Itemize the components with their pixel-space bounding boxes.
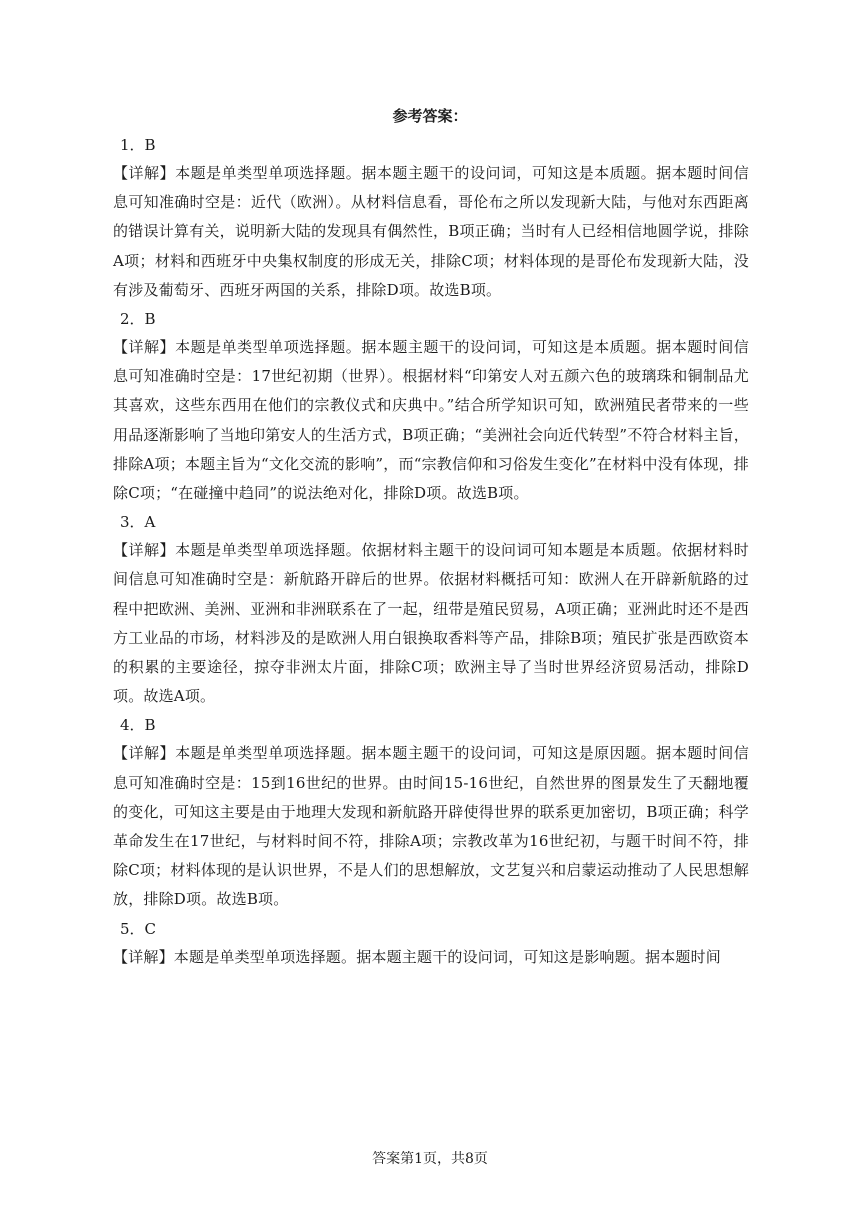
page-title: 参考答案： — [392, 107, 468, 125]
answer-list — [113, 131, 749, 972]
answer-number: 5．C — [120, 919, 157, 938]
answer-detail: 【详解】本题是单类型单项选择题。依据材料主题干的设问词可知本题是本质题。依据材料时间信息可知准确时空是：新航路开辟后的世界。依据材料概括可知：欧洲人在开辟新航路的过程中把欧洲、美洲、亚洲和非洲联系在了一起，纽带是殖民贸易，A项正确；亚洲此时还不是西方工业品的市场，材料涉及的是欧洲人用白银换取香料等产品，排除B项；殖民扩张是西欧资本的积累的主要途径，掠夺非洲太片面，排除C项；欧洲主导了当时世界经济贸易活动，排除D项。故选A项。 — [113, 541, 749, 706]
page-footer: 答案第1页，共8页 — [372, 1151, 488, 1167]
answer-detail: 【详解】本题是单类型单项选择题。据本题主题干的设问词，可知这是本质题。据本题时间信息可知准确时空是：近代（欧洲）。从材料信息看，哥伦布之所以发现新大陆，与他对东西距离的错误计算有关，说明新大陆的发现具有偶然性，B项正确；当时有人已经相信地圆学说，排除A项；材料和西班牙中央集权制度的形成无关，排除C项；材料体现的是哥伦布发现新大陆，没有涉及葡萄牙、西班牙两国的关系，排除D项。故选B项。 — [113, 164, 749, 299]
answer-detail: 【详解】本题是单类型单项选择题。据本题主题干的设问词，可知这是原因题。据本题时间信息可知准确时空是：15到16世纪的世界。由时间15-16世纪，自然世界的图景发生了天翻地覆的变化，可知这主要是由于地理大发现和新航路开辟使得世界的联系更加密切，B项正确；科学革命发生在17世纪，与材料时间不符，排除A项；宗教改革为16世纪初，与题干时间不符，排除C项；材料体现的是认识世界，不是人们的思想解放，文艺复兴和启蒙运动推动了人民思想解放，排除D项。故选B项。 — [113, 744, 749, 909]
answer-number: 4．B — [120, 716, 156, 735]
answer-detail: 【详解】本题是单类型单项选择题。据本题主题干的设问词，可知这是本质题。据本题时间信息可知准确时空是：17世纪初期（世界）。根据材料“印第安人对五颜六色的玻璃珠和铜制品尤其喜欢，这些东西用在他们的宗教仪式和庆典中。”结合所学知识可知，欧洲殖民者带来的一些用品逐渐影响了当地印第安人的生活方式，B项正确；“美洲社会向近代转型”不符合材料主旨，排除A项；本题主旨为“文化交流的影响”，而“宗教信仰和习俗发生变化”在材料中没有体现，排除C项；“在碰撞中趋同”的说法绝对化，排除D项。故选B项。 — [113, 338, 749, 503]
answer-detail: 【详解】本题是单类型单项选择题。据本题主题干的设问词，可知这是影响题。据本题时间 — [113, 947, 722, 966]
answer-number: 1．B — [120, 136, 156, 154]
answer-number: 3．A — [120, 513, 156, 532]
answer-number: 2．B — [120, 310, 156, 329]
